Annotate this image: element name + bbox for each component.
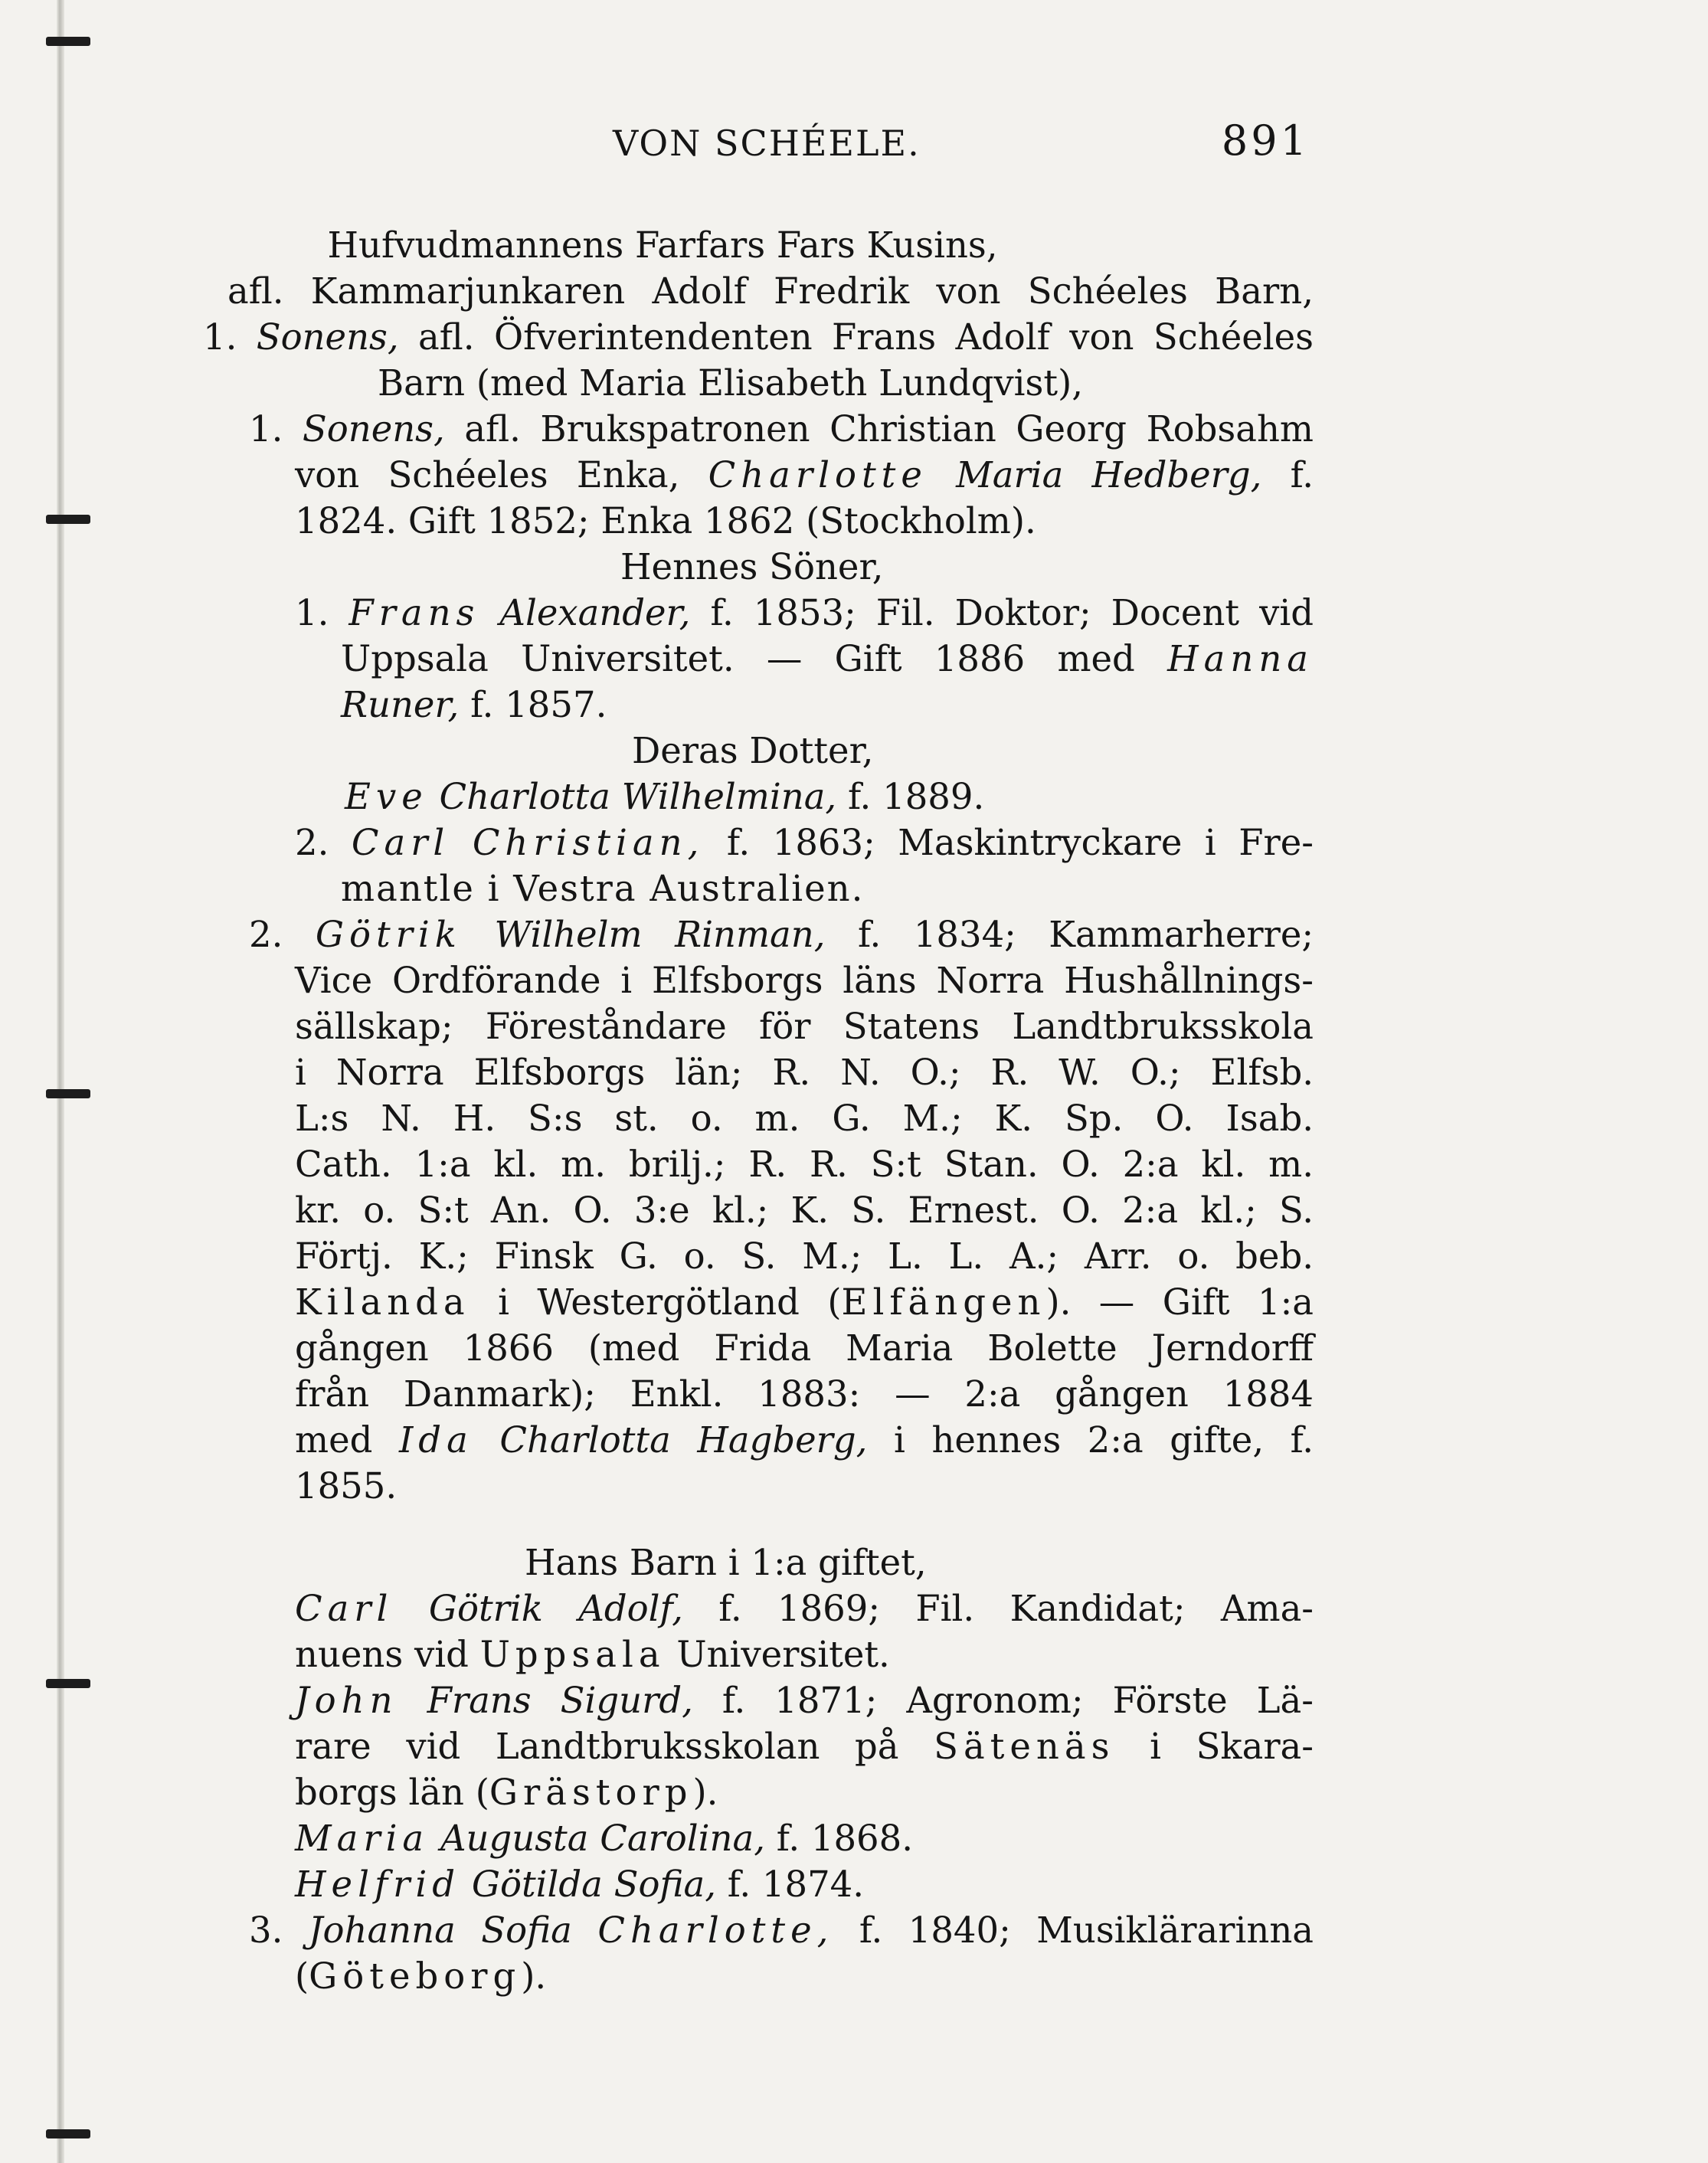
text-line: Cath. 1:a kl. m. brilj.; R. R. S:t Stan. O. 2:a kl. m. [295,1144,1314,1185]
text-line: sällskap; Föreståndare för Statens Landtbruksskola [295,1006,1314,1047]
text-line: 1. Frans Alexander, f. 1853; Fil. Doktor; Docent vid [295,592,1314,633]
section-heading: Hufvudmannens Farfars Fars Kusins, [327,224,998,266]
text-line: 1855. [295,1465,398,1507]
text-line: gången 1866 (med Frida Maria Bolette Jerndorff [295,1327,1314,1369]
text-line: Förtj. K.; Finsk G. o. S. M.; L. L. A.; Arr. o. beb. [295,1235,1314,1277]
margin-mark [46,515,90,524]
text-line: mantle i Vestra Australien. [341,868,865,909]
text-line: 2. Götrik Wilhelm Rinman, f. 1834; Kammarherre; [249,914,1314,955]
text-line: 1. Sonens, afl. Öfverintendenten Frans Adolf von Schéeles [203,316,1314,358]
text-line: Eve Charlotta Wilhelmina, f. 1889. [345,776,985,817]
text-line: Maria Augusta Carolina, f. 1868. [295,1818,914,1859]
text-line: L:s N. H. S:s st. o. m. G. M.; K. Sp. O. Isab. [295,1098,1314,1139]
margin-mark [46,1089,90,1098]
text-line: med Ida Charlotta Hagberg, i hennes 2:a gifte, f. [295,1419,1314,1461]
text-line: Barn (med Maria Elisabeth Lundqvist), [378,362,1083,404]
text-line: Helfrid Götilda Sofia, f. 1874. [295,1864,865,1905]
text-line: kr. o. S:t An. O. 3:e kl.; K. S. Ernest. O. 2:a kl.; S. [295,1189,1314,1231]
text-line: afl. Kammarjunkaren Adolf Fredrik von Schéeles Barn, [227,270,1314,312]
text-line: rare vid Landtbruksskolan på Sätenäs i Skara- [295,1726,1314,1767]
text-line: från Danmark); Enkl. 1883: — 2:a gången 1884 [295,1373,1314,1415]
section-heading: Hans Barn i 1:a giftet, [525,1542,927,1583]
text-line: (Göteborg). [295,1955,547,1997]
text-line: John Frans Sigurd, f. 1871; Agronom; Förste Lä- [295,1680,1314,1721]
text-line: 1. Sonens, afl. Brukspatronen Christian Georg Robsahm [249,408,1314,450]
margin-mark [46,2129,90,2138]
page-number: 891 [1221,116,1310,165]
section-heading: Hennes Söner, [620,546,884,587]
text-line: nuens vid Uppsala Universitet. [295,1634,890,1675]
binding-edge [57,0,64,2163]
running-header [299,116,1310,176]
text-line: 2. Carl Christian, f. 1863; Maskintryckare i Fre- [295,822,1314,863]
text-line: von Schéeles Enka, Charlotte Maria Hedberg, f. [295,454,1314,496]
text-line: Vice Ordförande i Elfsborgs läns Norra Hushållnings- [295,960,1314,1001]
text-line: Kilanda i Westergötland (Elfängen). — Gift 1:a [295,1281,1314,1323]
text-line: 1824. Gift 1852; Enka 1862 (Stockholm). [295,500,1036,542]
running-title: VON SCHÉELE. [613,123,921,164]
text-line: Carl Götrik Adolf, f. 1869; Fil. Kandidat; Ama- [295,1588,1314,1629]
section-heading: Deras Dotter, [632,730,874,771]
margin-mark [46,1679,90,1688]
margin-mark [46,37,90,46]
text-line: Uppsala Universitet. — Gift 1886 med Hanna [341,638,1314,679]
text-line: Runer, f. 1857. [341,684,607,725]
text-line: i Norra Elfsborgs län; R. N. O.; R. W. O.; Elfsb. [295,1052,1314,1093]
text-line: 3. Johanna Sofia Charlotte, f. 1840; Musiklärarinna [249,1909,1314,1951]
text-line: borgs län (Grästorp). [295,1772,718,1813]
